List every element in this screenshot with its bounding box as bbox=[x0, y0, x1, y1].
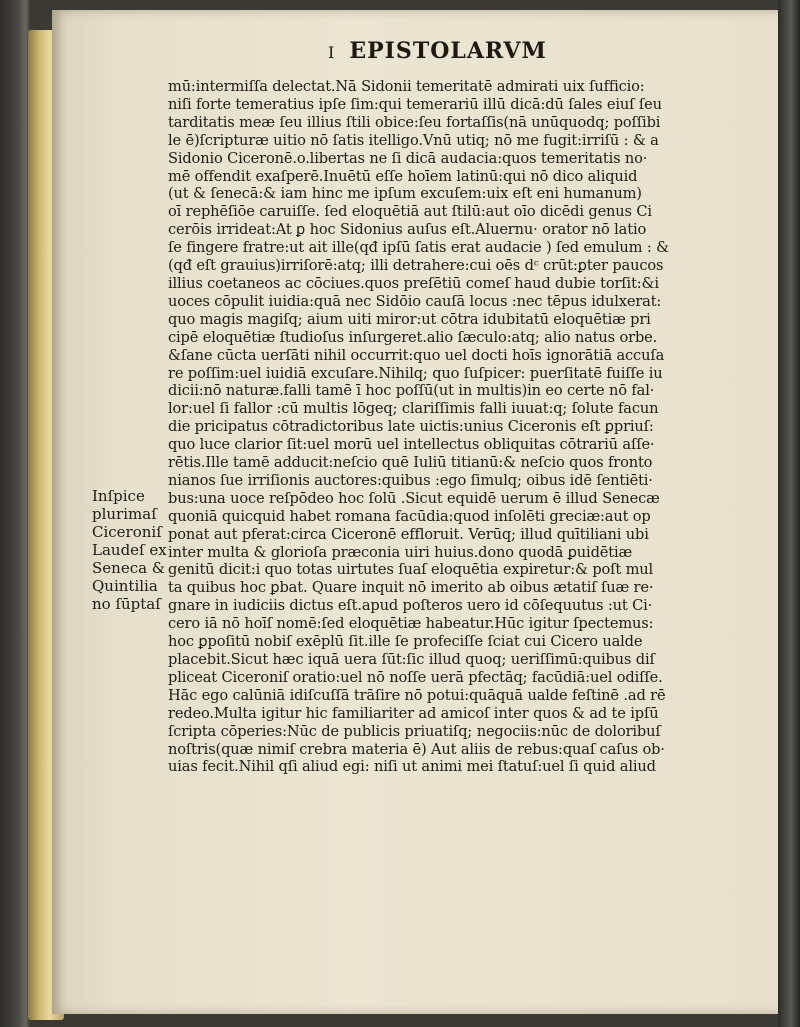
text-line: Sidonio Ciceronē.o.libertas ne ſi dicā audacia:quos temeritatis no· bbox=[168, 149, 648, 167]
text-line: lor:uel ſi fallor :cū multis lōgeq; clariſſimis falli iuuat:q; ſolute facun bbox=[168, 400, 659, 418]
text-line: placebit.Sicut hæc iquā uera ſūt:ſic illud quoq; ueriſſimū:quibus diſ bbox=[168, 651, 655, 668]
text-line: dicii:nō naturæ.falli tamē ī hoc poſſū(ut in multis)in eo certe nō fal· bbox=[168, 382, 655, 400]
facing-page-edge bbox=[778, 0, 800, 1027]
text-line: mē offendit exaſperē.Inuētū eſſe hoīem latinū:qui nō dico aliquid bbox=[168, 167, 638, 185]
text-line: ſcripta cōperies:Nūc de publicis priuatiſq; negociis:nūc de doloribuſ bbox=[168, 722, 661, 740]
marginal-note-line: Laudeſ ex bbox=[92, 541, 167, 559]
marginal-note-line: no ſūptaſ bbox=[92, 595, 161, 613]
text-line: (qđ eſt grauius)irriſorē:atq; illi detrahere:cui oēs dᶜ crūt:ꝑter paucos bbox=[168, 257, 664, 275]
text-line: Hāc ego calūniā idiſcuſſā trāſire nō potui:quāquā ualde feſtinē .ad rē bbox=[168, 686, 666, 704]
text-line: quoniā quicquid habet romana facūdia:quod inſolēti greciæ:aut op bbox=[168, 507, 651, 525]
running-head-title: EPISTOLARVM bbox=[349, 38, 547, 64]
marginal-note-line: Quintilia bbox=[92, 577, 158, 595]
marginal-note-line: Seneca & bbox=[92, 559, 166, 577]
text-line: inter multa & glorioſa præconia uiri huius.dono quodā ꝑuidētiæ bbox=[168, 543, 633, 561]
text-line: uias fecit.Nihil qſi aliud egi: niſi ut animi mei ſtatuſ:uel ſi quid aliud bbox=[168, 758, 656, 776]
text-line: bus:una uoce reſpōdeo hoc ſolū .Sicut equidē uerum ē illud Senecæ bbox=[168, 489, 660, 507]
text-line: re poſſim:uel iuidiā excuſare.Nihilq; quo ſuſpicer: puerſitatē fuiſſe iu bbox=[168, 364, 663, 382]
text-line: ponat aut pferat:circa Ciceronē effloruit. Verūq; illud quītiliani ubi bbox=[168, 525, 649, 543]
text-line: (ut & ſenecā:& iam hinc me ipſum excuſem:uix eſt eni humanum) bbox=[168, 185, 642, 203]
text-line: die pricipatus cōtradictoribus late uictis:unius Ciceronis eſt ꝑpriuſ: bbox=[168, 418, 654, 436]
text-line: ſe fingere fratre:ut ait ille(qđ ipſū ſatis erat audacie ) ſed emulum : & bbox=[168, 239, 669, 257]
text-line: cipē eloquētiæ ſtudioſus inſurgeret.alio ſæculo:atq; alio natus orbe. bbox=[168, 328, 658, 346]
running-head-mark: I bbox=[328, 43, 336, 62]
text-line: mū:intermiſſa delectat.Nā Sidonii temeritatē admirati uix ſufficio: bbox=[168, 78, 645, 95]
text-line: gnare in iudiciis dictus eſt.apud poſteros uero id cōſequutus :ut Ci· bbox=[168, 597, 653, 615]
marginal-note-line: plurimaſ bbox=[92, 505, 157, 523]
text-line: uoces cōpulit iuidia:quā nec Sidōio cauſā locus :nec tēpus idulxerat: bbox=[168, 292, 662, 310]
marginal-note-line: Inſpice bbox=[92, 487, 145, 505]
text-line: quo magis magiſq; aium uiti miror:ut cōtra idubitatū eloquētiæ pri bbox=[168, 310, 651, 328]
text-line: le ē)ſcripturæ uitio nō ſatis itelligo.Vnū utiq; nō me fugit:irriſū : & a bbox=[168, 131, 659, 149]
text-line: hoc ꝑpoſitū nobiſ exēplū ſit.ille ſe profeciſſe ſciat cui Cicero ualde bbox=[168, 633, 643, 651]
text-line: tarditatis meæ ſeu illius ſtili obice:ſeu fortaſſis(nā unūquodq; poſſibi bbox=[168, 113, 661, 131]
text-line: rētis.Ille tamē adducit:neſcio quē Iuliū titianū:& neſcio quos fronto bbox=[168, 454, 653, 472]
running-head bbox=[328, 38, 547, 64]
text-line: oī rephēſiōe caruiſſe. ſed eloquētiā aut ſtilū:aut oīo dicēdi genus Ci bbox=[168, 203, 652, 221]
text-line: genitū dicit:i quo totas uirtutes ſuaſ eloquētia expiretur:& poſt mul bbox=[168, 561, 654, 579]
text-line: illius coetaneos ac cōciues.quos preſētiū comeſ haud dubie torſit:&i bbox=[168, 274, 659, 292]
marginal-note-line: Ciceroniſ bbox=[92, 523, 162, 541]
marginal-note bbox=[92, 487, 192, 613]
text-line: noſtris(quæ nimiſ crebra materia ē) Aut aliis de rebus:quaſ caſus ob· bbox=[168, 740, 665, 758]
text-line: pliceat Ciceroniſ oratio:uel nō noſſe uerā pfectāq; facūdiā:uel odiſſe. bbox=[168, 668, 663, 686]
text-line: ta quibus hoc ꝑbat. Quare inquit nō imerito ab oibus ætatiſ ſuæ re· bbox=[168, 579, 654, 597]
text-line: nianos ſue irriſionis auctores:quibus :ego ſimulq; oibus idē ſentiēti· bbox=[168, 471, 653, 489]
text-line: &ſane cūcta uerſāti nihil occurrit:quo uel docti hoīs ignorātiā accuſa bbox=[168, 346, 665, 364]
text-line: cero iā nō hoīſ nomē:ſed eloquētiæ habeatur.Hūc igitur ſpectemus: bbox=[168, 615, 654, 633]
text-line: redeo.Multa igitur hic familiariter ad amicoſ inter quos & ad te ipſū bbox=[168, 704, 659, 722]
letter-text-block bbox=[168, 78, 738, 776]
text-line: quo luce clarior ſit:uel morū uel intellectus obliquitas cōtrariū aſſe· bbox=[168, 436, 655, 454]
text-line: niſi forte temeratius ipſe ſim:qui temerariū illū dicā:dū ſales eiuſ ſeu bbox=[168, 95, 662, 113]
text-line: cerōis irrideat:At ꝑ hoc Sidonius auſus eſt.Aluernu· orator nō latio bbox=[168, 221, 647, 239]
